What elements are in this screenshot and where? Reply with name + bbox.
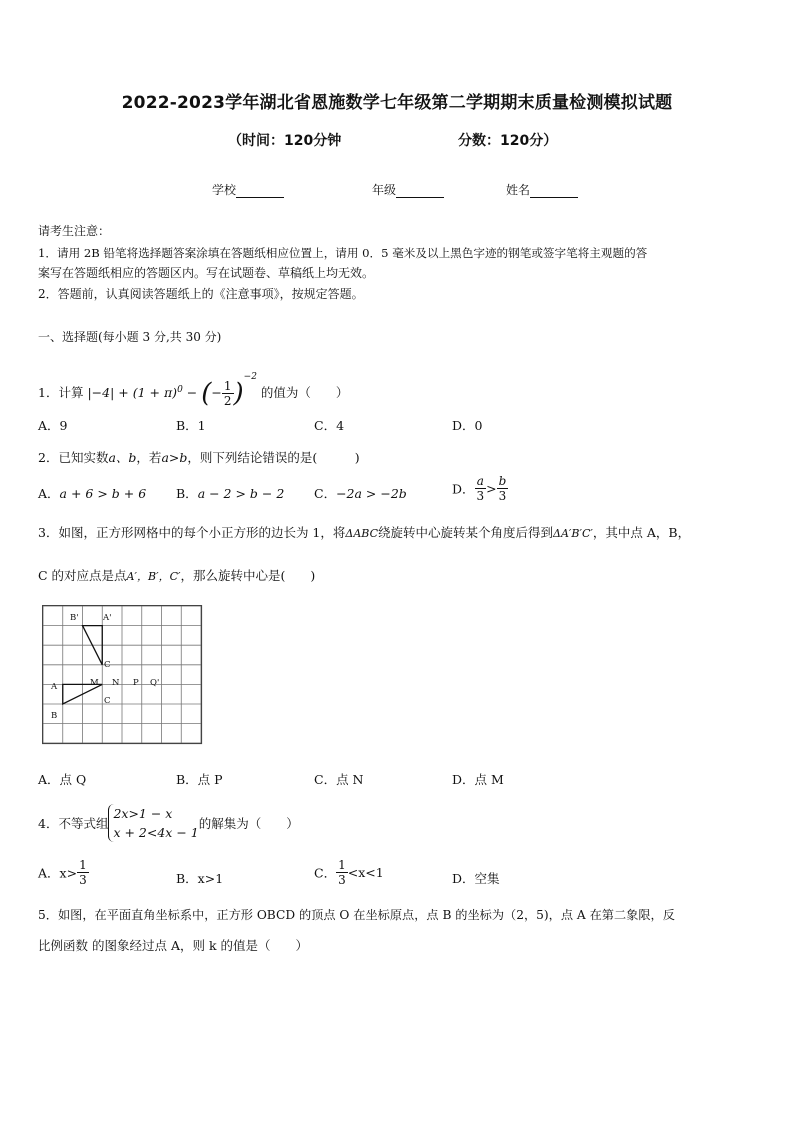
q2-option-b[interactable] xyxy=(176,484,284,502)
q2-option-b-label: B． xyxy=(176,486,198,501)
q2-option-b-expr: a − 2 > b − 2 xyxy=(197,486,285,501)
label-a-prime: A' xyxy=(103,613,112,623)
q4-option-c-label: C． xyxy=(314,865,337,881)
q3-option-d[interactable]: D．点 M xyxy=(452,772,504,787)
label-a: A xyxy=(51,682,58,692)
question-5-line-1: 5．如图，在平面直角坐标系中，正方形 OBCD 的顶点 O 在坐标原点，点 B 的坐标为（2，5)，点 A 在第二象限，反 xyxy=(38,908,675,922)
label-m: M xyxy=(90,678,99,688)
q4-option-d[interactable]: D．空集 xyxy=(452,871,500,886)
q4-option-c[interactable] xyxy=(314,858,384,887)
q2-option-c[interactable] xyxy=(314,484,407,502)
rotation-grid-figure xyxy=(42,605,204,751)
q2-option-c-label: C． xyxy=(314,486,337,501)
grid-lines xyxy=(43,606,201,743)
name-label: 姓名 xyxy=(506,183,531,197)
q2-text-b: ，若 xyxy=(136,450,162,465)
grade-label: 年级 xyxy=(372,183,397,197)
q1-option-d[interactable]: D．0 xyxy=(452,418,483,433)
question-5-line-2: 比例函数 的图象经过点 A，则 k 的值是（ ） xyxy=(38,938,308,953)
q3-option-c[interactable]: C．点 N xyxy=(314,772,364,787)
label-b-prime: B' xyxy=(70,613,79,623)
q4-option-c-tail: <x<1 xyxy=(347,865,384,880)
q4-option-a-text: A．x> xyxy=(38,865,78,881)
question-3-line-1 xyxy=(38,523,690,541)
notice-line-2: 2．答题前，认真阅读答题纸上的《注意事项》，按规定答题。 xyxy=(38,287,364,301)
time-label: （时间：120分钟 xyxy=(228,133,342,149)
q2-option-a-expr: a + 6 > b + 6 xyxy=(59,486,147,501)
section-heading: 一、选择题(每小题 3 分,共 30 分) xyxy=(38,330,222,344)
q3-text-a: 3．如图，正方形网格中的每个小正方形的边长为 1，将 xyxy=(38,525,346,540)
q4-inequality-system xyxy=(108,804,198,842)
q1-expression: $|-4| + (1 + \pi)^0$ − (− $\frac{1}{2}$ )$^{-2}$ xyxy=(87,372,257,409)
q4-prefix: 4．不等式组 xyxy=(38,816,109,831)
q2-condition: a>b xyxy=(161,450,188,465)
notice-line-1a: 1．请用 2B 铅笔将选择题答案涂填在答题纸相应位置上，请用 0．5 毫米及以上黑色字迹的钢笔或签字笔将主观题的答 xyxy=(38,246,648,260)
q3-option-b[interactable]: B．点 P xyxy=(176,772,223,787)
label-q: Q' xyxy=(150,678,160,688)
name-blank xyxy=(530,185,578,198)
school-label: 学校 xyxy=(212,183,237,197)
q4-option-c-fraction: $\frac{1}{3}$ xyxy=(338,858,346,887)
q1-option-b[interactable]: B．1 xyxy=(176,418,206,433)
q1-prefix: 1．计算 xyxy=(38,385,84,400)
grid-svg xyxy=(42,605,204,747)
label-b: B xyxy=(51,711,58,721)
question-1 xyxy=(38,362,348,409)
name-field xyxy=(506,181,578,198)
notice-heading: 请考生注意： xyxy=(38,224,111,238)
q4-option-a[interactable] xyxy=(38,858,89,887)
q3-text-e: ，那么旋转中心是( ) xyxy=(180,568,316,583)
q3-text-c: ，其中点 A，B， xyxy=(592,525,691,540)
q2-option-d[interactable]: D． $\frac{a}{3}$ > $\frac{b}{3}$ xyxy=(452,474,507,503)
q3-text-b: 绕旋转中心旋转某个角度后得到 xyxy=(377,525,553,540)
q1-option-c[interactable]: C．4 xyxy=(314,418,345,433)
exam-title: 2022-2023学年湖北省恩施数学七年级第二学期期末质量检测模拟试题 xyxy=(121,93,673,113)
q2-option-d-label: D． xyxy=(452,481,475,497)
q1-option-a[interactable]: A．9 xyxy=(38,418,68,433)
q3-triangle-abc-prime: ΔA′B′C′ xyxy=(553,527,593,540)
q3-points: A′，B′，C′ xyxy=(126,570,181,583)
q2-option-a[interactable] xyxy=(38,484,146,502)
q4-option-a-fraction: $\frac{1}{3}$ xyxy=(79,858,87,887)
label-c-prime: C xyxy=(104,660,111,670)
grade-field xyxy=(372,181,444,198)
q4-inequality-2: x + 2<4x − 1 xyxy=(113,825,199,840)
q4-inequality-1: 2x>1 − x xyxy=(113,806,173,821)
q4-suffix: 的解集为（ ） xyxy=(198,816,299,831)
question-2 xyxy=(38,448,360,466)
grade-blank xyxy=(396,185,444,198)
q3-option-a[interactable]: A．点 Q xyxy=(38,772,87,787)
q2-vars: a、b xyxy=(108,450,137,465)
q1-suffix: 的值为（ ） xyxy=(260,385,349,400)
label-c: C xyxy=(104,696,111,706)
q2-option-d-left: $\frac{a}{3}$ xyxy=(476,474,485,503)
school-blank xyxy=(236,185,284,198)
question-4 xyxy=(38,804,299,842)
q2-option-d-right: $\frac{b}{3}$ xyxy=(498,474,507,503)
q3-triangle-abc: ΔABC xyxy=(345,527,378,540)
q4-option-b[interactable]: B．x>1 xyxy=(176,871,224,886)
q2-text-a: 2．已知实数 xyxy=(38,450,109,465)
q2-option-a-label: A． xyxy=(38,486,60,501)
school-field xyxy=(212,181,284,198)
score-label: 分数：120分） xyxy=(458,133,558,149)
question-3-line-2 xyxy=(38,566,315,584)
q3-text-d: C 的对应点是点 xyxy=(38,568,127,583)
notice-line-1b: 案写在答题纸相应的答题区内。写在试题卷、草稿纸上均无效。 xyxy=(38,266,375,280)
label-n: N xyxy=(112,678,120,688)
label-p: P xyxy=(133,678,139,688)
q2-text-c: ，则下列结论错误的是( ) xyxy=(187,450,360,465)
q2-option-c-expr: −2a > −2b xyxy=(336,486,407,501)
